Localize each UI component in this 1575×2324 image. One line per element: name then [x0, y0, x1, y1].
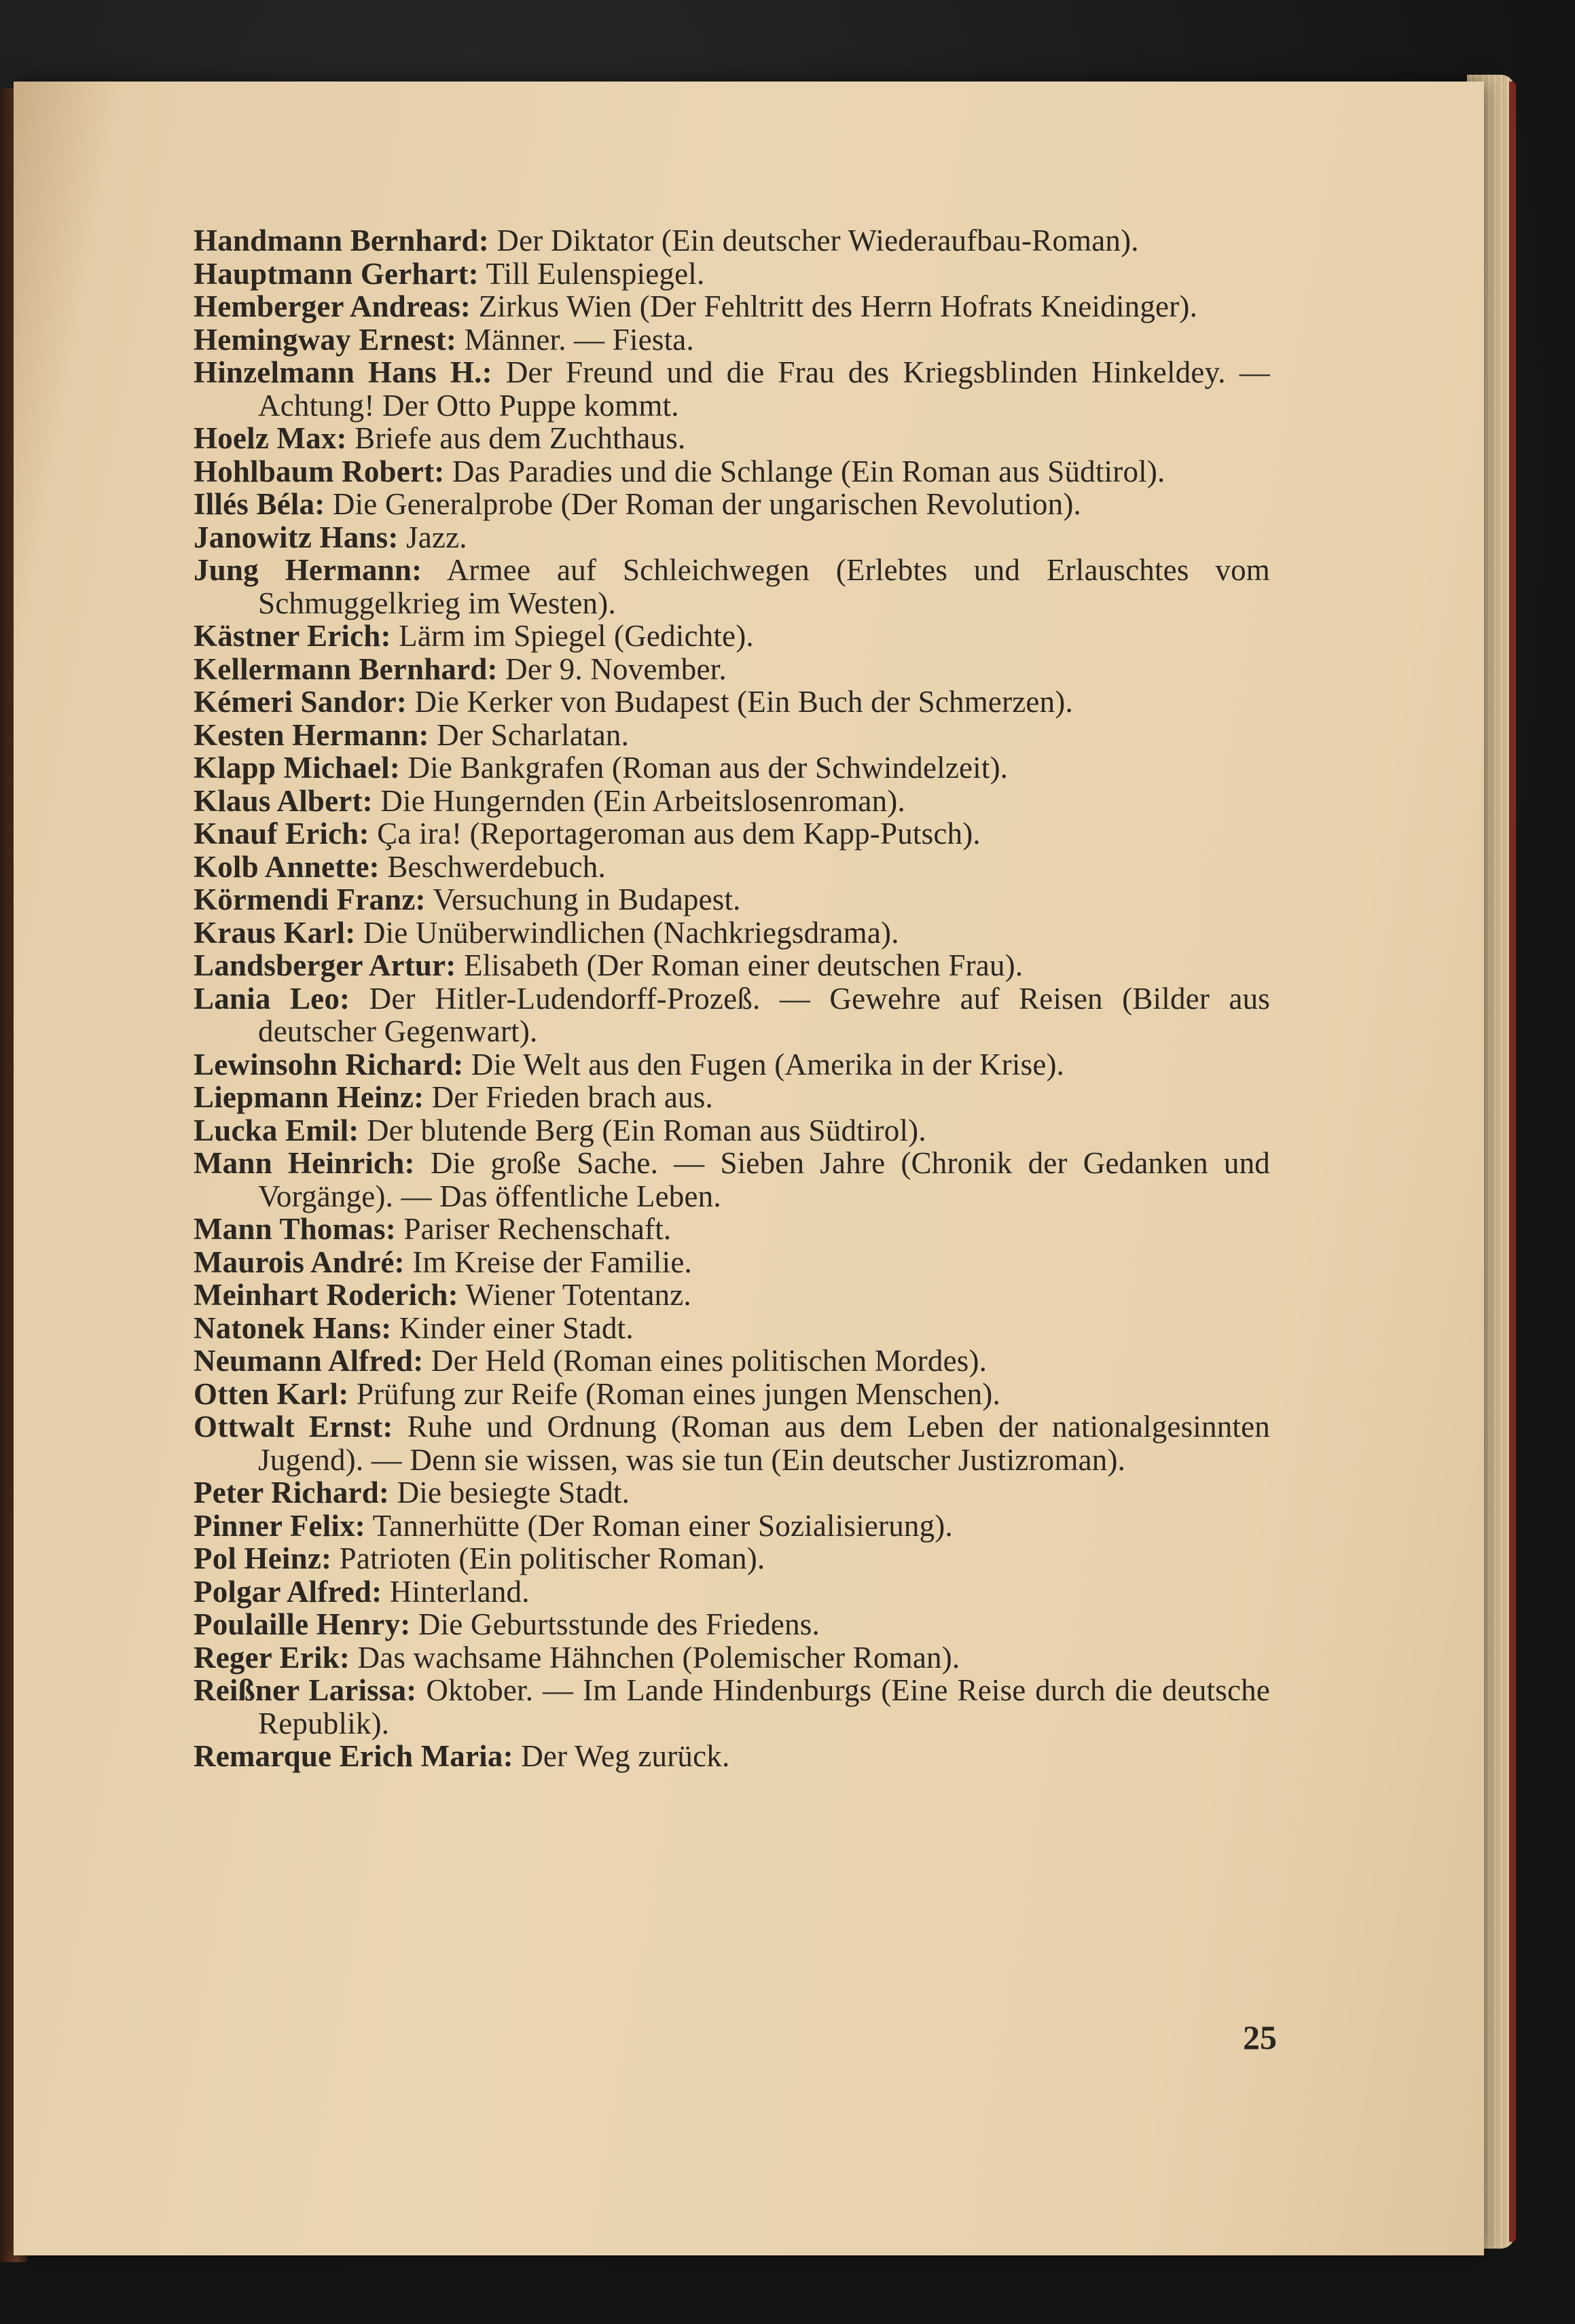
author-name: Meinhart Roderich:: [194, 1278, 458, 1312]
author-name: Pol Heinz:: [194, 1541, 332, 1575]
author-name: Hemingway Ernest:: [194, 322, 457, 357]
list-entry: [194, 982, 1270, 1048]
author-name: Lania Leo:: [194, 981, 350, 1016]
list-entry: [194, 290, 1270, 323]
work-titles: Die Kerker von Budapest (Ein Buch der Schmerzen).: [414, 685, 1073, 719]
work-titles: Beschwerdebuch.: [387, 849, 606, 884]
work-titles: Briefe aus dem Zuchthaus.: [355, 421, 686, 455]
list-entry: [194, 1509, 1270, 1543]
author-name: Hemberger Andreas:: [194, 289, 471, 323]
list-entry: [194, 1608, 1270, 1641]
list-entry: [194, 949, 1270, 982]
work-titles: Die Hungernden (Ein Arbeitslosenroman).: [380, 783, 905, 818]
list-entry: [194, 1081, 1270, 1114]
list-entry: [194, 356, 1270, 422]
work-titles: Ça ira! (Reportageroman aus dem Kapp-Putsch).: [377, 817, 981, 851]
work-titles: Die Bankgrafen (Roman aus der Schwindelzeit).: [408, 751, 1009, 785]
work-titles: Das wachsame Hähnchen (Polemischer Roman).: [357, 1640, 960, 1675]
list-entry: [194, 1674, 1270, 1740]
author-name: Kellermann Bernhard:: [194, 651, 498, 686]
author-name: Neumann Alfred:: [194, 1344, 424, 1378]
author-name: Hoelz Max:: [194, 421, 347, 455]
work-titles: Männer. — Fiesta.: [464, 322, 694, 357]
list-entry: [194, 1575, 1270, 1609]
list-entry: [194, 916, 1270, 950]
work-titles: Das Paradies und die Schlange (Ein Roman aus Südtirol).: [452, 454, 1165, 488]
list-entry: [194, 554, 1270, 620]
list-entry: [194, 1542, 1270, 1575]
work-titles: Till Eulenspiegel.: [486, 256, 705, 291]
list-entry: [194, 1279, 1270, 1312]
work-titles: Der Diktator (Ein deutscher Wiederaufbau-Roman).: [496, 224, 1139, 257]
work-titles: Zirkus Wien (Der Fehltritt des Herrn Hofrats Kneidinger).: [478, 289, 1198, 323]
author-name: Hauptmann Gerhart:: [194, 256, 479, 291]
list-entry: [194, 1213, 1270, 1246]
list-entry: [194, 653, 1270, 686]
list-entry: [194, 751, 1270, 785]
author-name: Landsberger Artur:: [194, 948, 456, 982]
work-titles: Prüfung zur Reife (Roman eines jungen Menschen).: [356, 1376, 1000, 1411]
work-titles: Jazz.: [406, 520, 467, 554]
author-name: Reger Erik:: [194, 1640, 350, 1675]
author-name: Klaus Albert:: [194, 783, 373, 818]
work-titles: Die Generalprobe (Der Roman der ungarischen Revolution).: [332, 487, 1081, 521]
work-titles: Der Frieden brach aus.: [431, 1080, 713, 1114]
author-name: Jung Hermann:: [194, 553, 422, 587]
author-name: Lucka Emil:: [194, 1113, 359, 1147]
list-entry: [194, 488, 1270, 521]
work-titles: Der blutende Berg (Ein Roman aus Südtirol).: [366, 1113, 926, 1147]
list-entry: [194, 1048, 1270, 1081]
author-name: Peter Richard:: [194, 1476, 390, 1509]
author-name: Kesten Hermann:: [194, 717, 429, 752]
work-titles: Im Kreise der Familie.: [412, 1245, 692, 1279]
work-titles: Der 9. November.: [505, 651, 727, 686]
author-name: Hinzelmann Hans H.:: [194, 355, 492, 389]
work-titles: Der Hitler-Ludendorff-Prozeß. — Gewehre auf Reisen (Bilder aus deutscher Gegenwart).: [258, 981, 1270, 1048]
list-entry: [194, 1740, 1270, 1773]
list-entry: [194, 1641, 1270, 1675]
list-entry: [194, 323, 1270, 357]
author-name: Lewinsohn Richard:: [194, 1047, 464, 1081]
work-titles: Hinterland.: [389, 1574, 530, 1609]
work-titles: Armee auf Schleichwegen (Erlebtes und Erlauschtes vom Schmuggelkrieg im Westen).: [258, 553, 1271, 620]
work-titles: Oktober. — Im Lande Hindenburgs (Eine Reise durch die deutsche Republik).: [258, 1673, 1271, 1740]
work-titles: Die Unüberwindlichen (Nachkriegsdrama).: [363, 915, 899, 950]
work-titles: Wiener Totentanz.: [465, 1278, 691, 1312]
work-titles: Tannerhütte (Der Roman einer Sozialisierung).: [372, 1508, 953, 1543]
work-titles: Lärm im Spiegel (Gedichte).: [399, 619, 754, 653]
author-name: Illés Béla:: [194, 487, 325, 521]
list-entry: [194, 851, 1270, 884]
author-name: Körmendi Franz:: [194, 882, 426, 916]
author-name: Reißner Larissa:: [194, 1673, 417, 1707]
list-entry: [194, 422, 1270, 455]
author-name: Maurois André:: [194, 1245, 405, 1279]
work-titles: Pariser Rechenschaft.: [403, 1212, 672, 1246]
work-titles: Die besiegte Stadt.: [397, 1476, 630, 1509]
list-entry: [194, 817, 1270, 851]
list-entry: [194, 1114, 1270, 1147]
author-name: Pinner Felix:: [194, 1508, 365, 1543]
list-entry: [194, 1312, 1270, 1345]
work-titles: Kinder einer Stadt.: [399, 1310, 634, 1345]
list-entry: [194, 455, 1270, 488]
author-name: Liepmann Heinz:: [194, 1080, 424, 1114]
list-entry: [194, 785, 1270, 818]
list-entry: [194, 1147, 1270, 1213]
author-name: Ottwalt Ernst:: [194, 1410, 393, 1444]
author-name: Kolb Annette:: [194, 849, 380, 884]
author-name: Poulaille Henry:: [194, 1607, 411, 1641]
list-entry: [194, 1410, 1270, 1476]
work-titles: Der Held (Roman eines politischen Mordes).: [431, 1344, 988, 1378]
list-entry: [194, 685, 1270, 719]
list-entry: [194, 257, 1270, 291]
cover-edge: [1509, 82, 1516, 2242]
list-entry: [194, 1246, 1270, 1279]
work-titles: Elisabeth (Der Roman einer deutschen Frau).: [463, 948, 1024, 982]
author-name: Mann Thomas:: [194, 1212, 396, 1246]
author-name: Mann Heinrich:: [194, 1146, 415, 1180]
list-entry: [194, 1378, 1270, 1411]
work-titles: Die Geburtsstunde des Friedens.: [418, 1607, 820, 1641]
author-name: Janowitz Hans:: [194, 520, 399, 554]
work-titles: Patrioten (Ein politischer Roman).: [339, 1541, 765, 1575]
author-name: Natonek Hans:: [194, 1310, 392, 1345]
list-entry: [194, 521, 1270, 554]
work-titles: Der Scharlatan.: [437, 717, 630, 752]
page-number: 25: [1243, 2018, 1277, 2056]
work-titles: Versuchung in Budapest.: [433, 882, 741, 916]
list-entry: [194, 1344, 1270, 1378]
author-name: Otten Karl:: [194, 1376, 349, 1411]
author-name: Knauf Erich:: [194, 817, 369, 851]
author-name: Handmann Bernhard:: [194, 224, 489, 257]
work-titles: Die große Sache. — Sieben Jahre (Chronik der Gedanken und Vorgänge). — Das öffentliche Leben.: [258, 1146, 1271, 1213]
author-name: Klapp Michael:: [194, 751, 401, 785]
list-entry: [194, 620, 1270, 653]
author-name: Remarque Erich Maria:: [194, 1739, 513, 1773]
author-name: Hohlbaum Robert:: [194, 454, 445, 488]
work-titles: Der Freund und die Frau des Kriegsblinden Hinkeldey. — Achtung! Der Otto Puppe kommt.: [258, 355, 1270, 423]
author-name: Kraus Karl:: [194, 915, 356, 950]
author-name: Kästner Erich:: [194, 619, 391, 653]
work-titles: Die Welt aus den Fugen (Amerika in der Krise).: [471, 1047, 1065, 1081]
author-index-list: [194, 224, 1270, 1773]
list-entry: [194, 224, 1270, 257]
list-entry: [194, 883, 1270, 916]
work-titles: Der Weg zurück.: [521, 1739, 730, 1773]
author-name: Polgar Alfred:: [194, 1574, 382, 1609]
list-entry: [194, 719, 1270, 752]
work-titles: Ruhe und Ordnung (Roman aus dem Leben der nationalgesinnten Jugend). — Denn sie wissen, was sie tun (Ein deutscher Justizroman).: [258, 1410, 1270, 1477]
list-entry: [194, 1476, 1270, 1509]
author-name: Kémeri Sandor:: [194, 685, 407, 719]
